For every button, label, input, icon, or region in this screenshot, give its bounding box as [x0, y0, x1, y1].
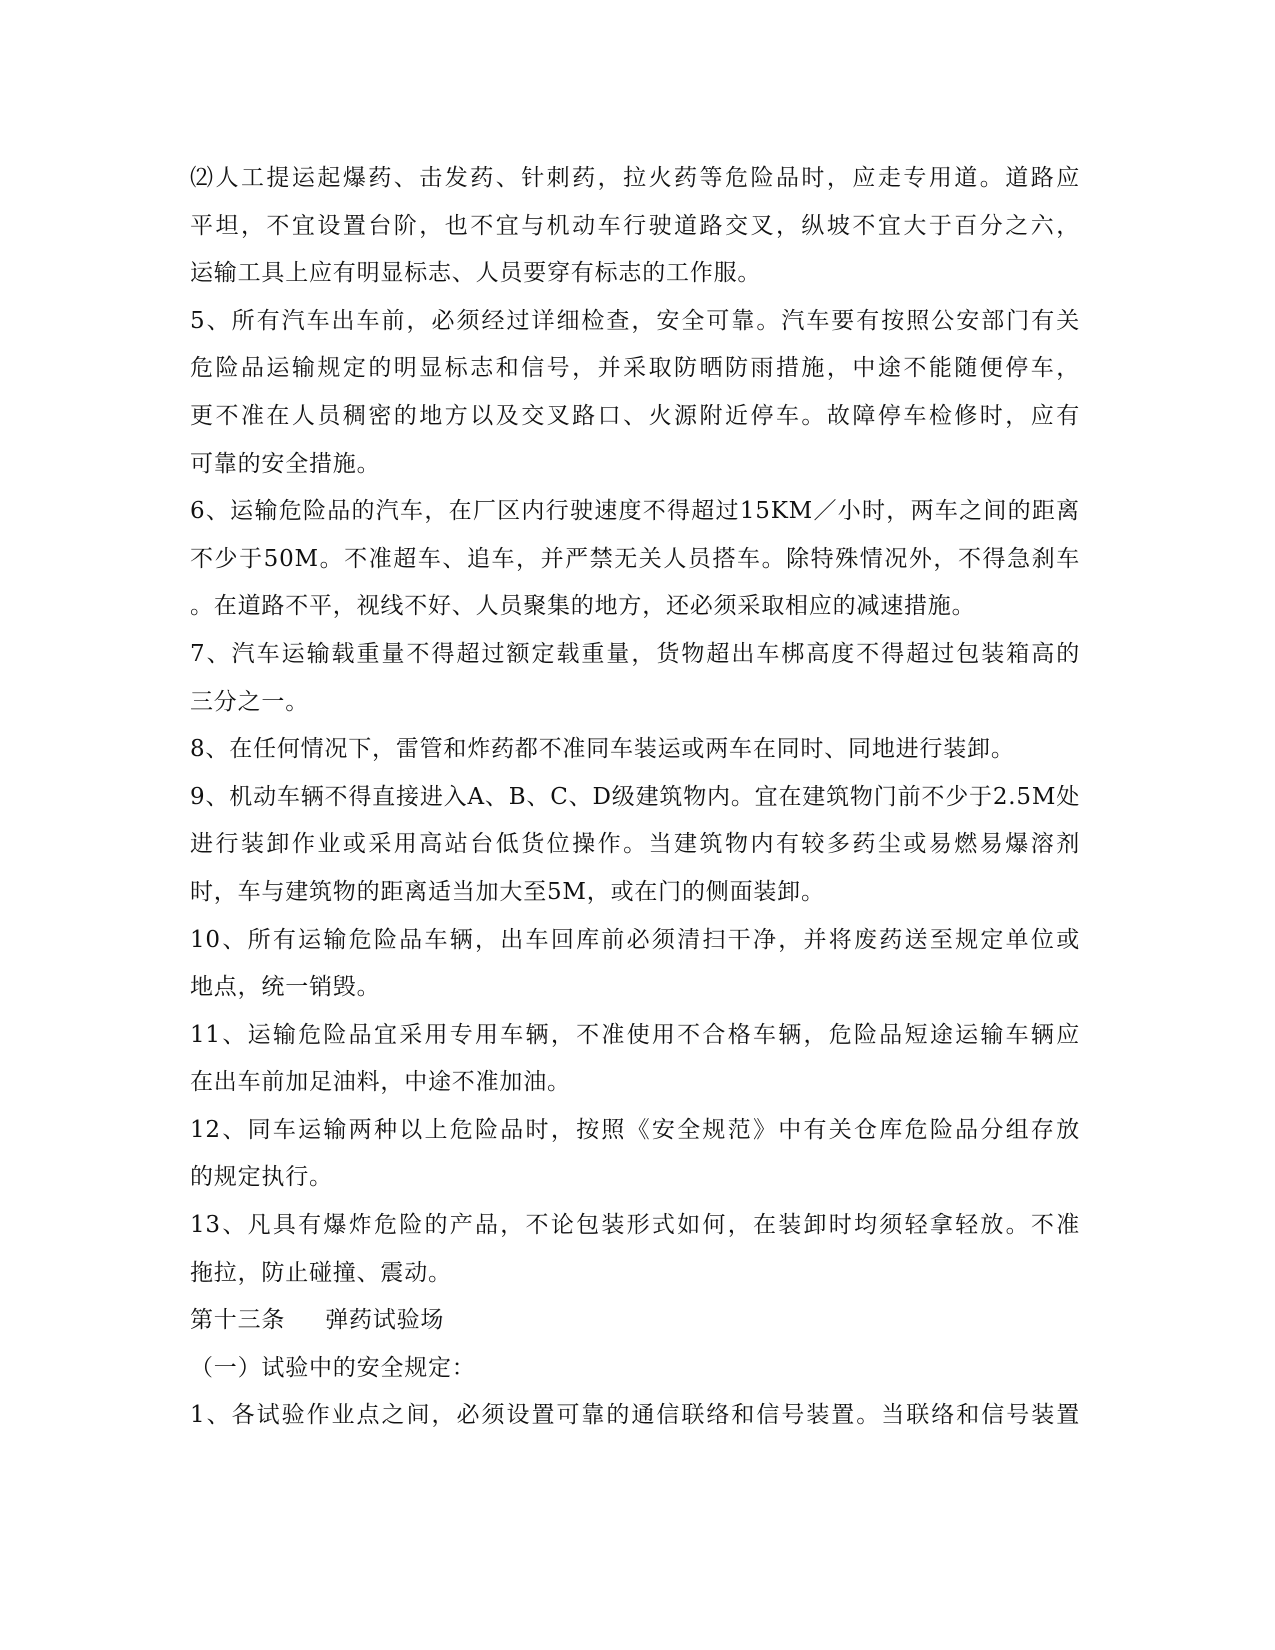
text-line: 8、在任何情况下，雷管和炸药都不准同车装运或两车在同时、同地进行装卸。 — [190, 736, 1015, 763]
text-line: 平坦，不宜设置台阶，也不宜与机动车行驶道路交叉，纵坡不宜大于百分之六， — [190, 212, 1080, 239]
section-number: 第十三条 — [190, 1307, 286, 1334]
text-line: 进行装卸作业或采用高站台低货位操作。当建筑物内有较多药尘或易燃易爆溶剂 — [190, 831, 1080, 858]
text-line: 在出车前加足油料，中途不准加油。 — [190, 1069, 571, 1096]
text-line: 拖拉，防止碰撞、震动。 — [190, 1259, 452, 1286]
text-line: 三分之一。 — [190, 688, 309, 715]
paragraph-block-tail — [190, 1348, 1080, 1443]
text-line: 10、所有运输危险品车辆，出车回库前必须清扫干净，并将废药送至规定单位或 — [190, 926, 1080, 953]
text-line: 。在道路不平，视线不好、人员聚集的地方，还必须采取相应的减速措施。 — [190, 593, 976, 620]
text-line: 的规定执行。 — [190, 1164, 333, 1191]
text-line: 13、凡具有爆炸危险的产品，不论包装形式如何，在装卸时均须轻拿轻放。不准 — [190, 1212, 1080, 1239]
text-line: 7、汽车运输载重量不得超过额定载重量，货物超出车梆高度不得超过包装箱高的 — [190, 640, 1080, 667]
text-line: 不少于50M。不准超车、追车，并严禁无关人员搭车。除特殊情况外，不得急刹车 — [190, 545, 1080, 572]
text-line: 运输工具上应有明显标志、人员要穿有标志的工作服。 — [190, 260, 762, 287]
text-line: 6、运输危险品的汽车，在厂区内行驶速度不得超过15KM／小时，两车之间的距离 — [190, 498, 1080, 525]
text-line: 11、运输危险品宜采用专用车辆，不准使用不合格车辆，危险品短途运输车辆应 — [190, 1021, 1080, 1048]
text-line: 危险品运输规定的明显标志和信号，并采取防晒防雨措施，中途不能随便停车， — [190, 355, 1080, 382]
text-line: 9、机动车辆不得直接进入A、B、C、D级建筑物内。宜在建筑物门前不少于2.5M处 — [190, 783, 1080, 810]
text-line: 地点，统一销毁。 — [190, 974, 381, 1001]
document-body — [190, 158, 1080, 1443]
text-line: ⑵人工提运起爆药、击发药、针刺药，拉火药等危险品时，应走专用道。道路应 — [190, 165, 1080, 191]
paragraph-block — [190, 158, 1080, 1300]
text-line: 更不准在人员稠密的地方以及交叉路口、火源附近停车。故障停车检修时，应有 — [190, 402, 1080, 429]
section-heading — [190, 1300, 1080, 1348]
text-line: 1、各试验作业点之间，必须设置可靠的通信联络和信号装置。当联络和信号装置 — [190, 1402, 1080, 1429]
text-line: 5、所有汽车出车前，必须经过详细检查，安全可靠。汽车要有按照公安部门有关 — [190, 307, 1080, 334]
section-name: 弹药试验场 — [325, 1307, 445, 1334]
text-line: 时，车与建筑物的距离适当加大至5M，或在门的侧面装卸。 — [190, 878, 825, 905]
text-line: 可靠的安全措施。 — [190, 450, 381, 477]
text-line: 12、同车运输两种以上危险品时，按照《安全规范》中有关仓库危险品分组存放 — [190, 1116, 1080, 1143]
text-line: （一）试验中的安全规定： — [190, 1354, 476, 1381]
